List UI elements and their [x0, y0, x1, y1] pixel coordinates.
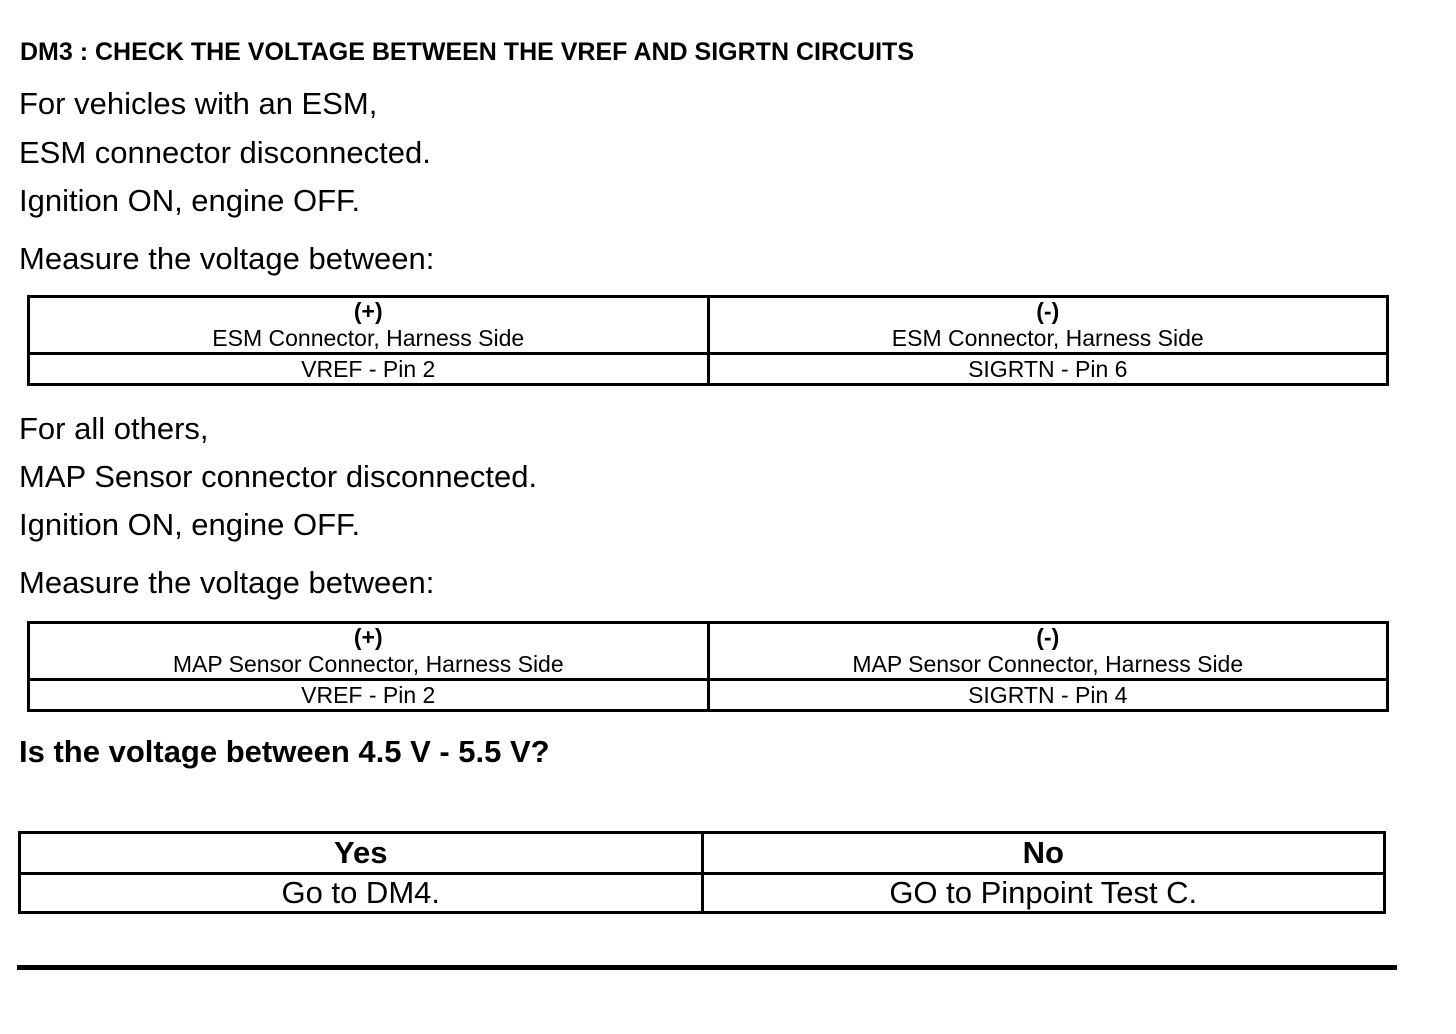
- answer-table: [18, 831, 1386, 914]
- map-positive-header-cell: [29, 623, 709, 680]
- positive-sign: (+): [353, 298, 383, 324]
- others-condition-line: Ignition ON, engine OFF.: [19, 507, 361, 542]
- negative-sign: (-): [1036, 624, 1060, 650]
- esm-positive-header-cell: [29, 297, 709, 354]
- esm-condition-line: Ignition ON, engine OFF.: [19, 183, 361, 218]
- map-negative-header-cell: [708, 623, 1388, 680]
- section-divider: [17, 965, 1397, 970]
- others-condition-line: For all others,: [19, 411, 209, 446]
- others-measure-label: Measure the voltage between:: [19, 565, 435, 600]
- step-heading: DM3 : CHECK THE VOLTAGE BETWEEN THE VREF AND SIGRTN CIRCUITS: [20, 38, 914, 66]
- map-positive-header: MAP Sensor Connector, Harness Side: [172, 651, 564, 677]
- esm-measurement-table: [27, 295, 1389, 386]
- esm-condition-line: ESM connector disconnected.: [19, 135, 431, 170]
- esm-negative-header: ESM Connector, Harness Side: [891, 325, 1204, 351]
- no-header: No: [702, 833, 1385, 874]
- voltage-question: Is the voltage between 4.5 V - 5.5 V?: [19, 734, 550, 769]
- negative-sign: (-): [1036, 298, 1060, 324]
- map-negative-value: SIGRTN - Pin 4: [708, 680, 1388, 711]
- esm-positive-header: ESM Connector, Harness Side: [212, 325, 525, 351]
- esm-negative-header-cell: [708, 297, 1388, 354]
- map-measurement-table: [27, 621, 1389, 712]
- positive-sign: (+): [353, 624, 383, 650]
- yes-header: Yes: [20, 833, 703, 874]
- esm-positive-value: VREF - Pin 2: [29, 354, 709, 385]
- esm-negative-value: SIGRTN - Pin 6: [708, 354, 1388, 385]
- map-positive-value: VREF - Pin 2: [29, 680, 709, 711]
- esm-condition-line: For vehicles with an ESM,: [19, 86, 378, 121]
- others-condition-line: MAP Sensor connector disconnected.: [19, 459, 538, 494]
- no-action: GO to Pinpoint Test C.: [702, 874, 1385, 913]
- esm-measure-label: Measure the voltage between:: [19, 241, 435, 276]
- map-negative-header: MAP Sensor Connector, Harness Side: [852, 651, 1244, 677]
- yes-action: Go to DM4.: [20, 874, 703, 913]
